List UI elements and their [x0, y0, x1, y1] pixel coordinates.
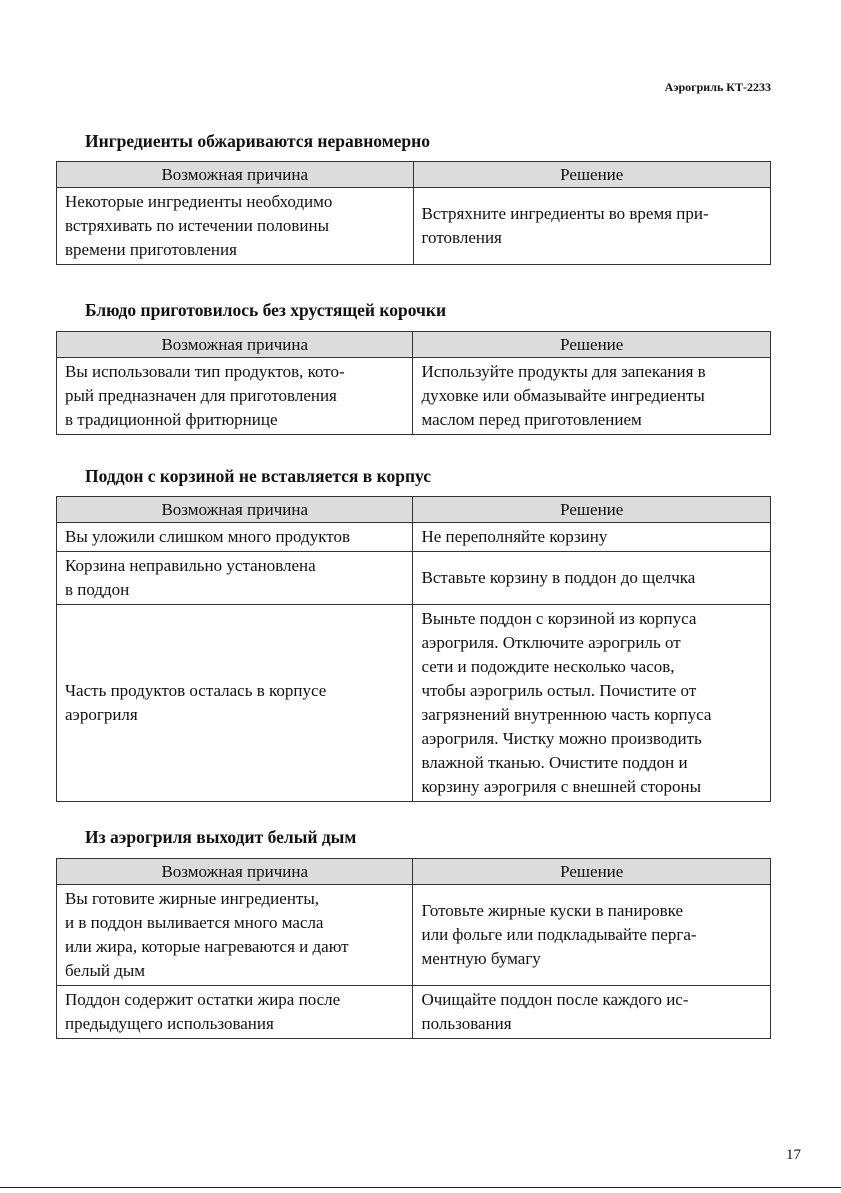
text-line: Часть продуктов осталась в корпусе	[65, 681, 327, 700]
column-header-cause: Возможная причина	[57, 332, 413, 358]
solution-cell	[413, 552, 771, 605]
solution-cell	[413, 885, 771, 986]
column-header-solution: Решение	[413, 859, 771, 885]
text-line: корзину аэрогриля с внешней стороны	[421, 777, 702, 796]
text-line: Корзина неправильно установлена	[65, 556, 316, 575]
solution-cell	[413, 523, 771, 552]
table-row	[57, 605, 771, 802]
text-line: времени приготовления	[65, 240, 237, 259]
table-header-row	[57, 497, 771, 523]
text-line: влажной тканью. Очистите поддон и	[421, 753, 688, 772]
column-header-cause: Возможная причина	[57, 162, 414, 188]
text-line: ментную бумагу	[421, 949, 541, 968]
text-line: встряхивать по истечении половины	[65, 216, 330, 235]
text-line: Встряхните ингредиенты во время при-	[421, 204, 709, 223]
troubleshooting-table-uneven-frying	[56, 161, 771, 265]
cause-cell	[57, 523, 413, 552]
text-line: белый дым	[65, 961, 146, 980]
text-line: сети и подождите несколько часов,	[421, 657, 675, 676]
text-line: Используйте продукты для запекания в	[421, 362, 706, 381]
page-number: 17	[786, 1147, 801, 1163]
text-line: предыдущего использования	[65, 1014, 274, 1033]
text-line: Поддон содержит остатки жира после	[65, 990, 341, 1009]
column-header-solution: Решение	[413, 162, 771, 188]
text-line: загрязнений внутреннюю часть корпуса	[421, 705, 712, 724]
running-header: Аэрогриль КТ-2233	[664, 80, 771, 94]
text-line: аэрогриля. Чистку можно производить	[421, 729, 702, 748]
text-line: в традиционной фритюрнице	[65, 410, 278, 429]
table-header-row	[57, 162, 771, 188]
section-title-uneven-frying: Ингредиенты обжариваются неравномерно	[85, 131, 430, 151]
text-line: Некоторые ингредиенты необходимо	[65, 192, 333, 211]
text-line: Выньте поддон с корзиной из корпуса	[421, 609, 697, 628]
text-line: Очищайте поддон после каждого ис-	[421, 990, 689, 1009]
troubleshooting-table-no-crust	[56, 331, 771, 435]
section-title-white-smoke: Из аэрогриля выходит белый дым	[85, 827, 357, 847]
solution-cell	[413, 188, 771, 265]
text-line: или фольге или подкладывайте перга-	[421, 925, 697, 944]
table-row	[57, 986, 771, 1039]
bottom-divider	[0, 1187, 841, 1188]
text-line: аэрогриля	[65, 705, 138, 724]
cause-cell	[57, 986, 413, 1039]
column-header-solution: Решение	[413, 497, 771, 523]
text-line: маслом перед приготовлением	[421, 410, 642, 429]
column-header-solution: Решение	[413, 332, 771, 358]
section-title-tray-not-inserting: Поддон с корзиной не вставляется в корпус	[85, 466, 432, 486]
text-line: Вы использовали тип продуктов, кото-	[65, 362, 345, 381]
solution-cell	[413, 986, 771, 1039]
column-header-cause: Возможная причина	[57, 859, 413, 885]
text-line: Не переполняйте корзину	[421, 527, 608, 546]
text-line: Вы готовите жирные ингредиенты,	[65, 889, 320, 908]
troubleshooting-table-tray-not-inserting	[56, 496, 771, 802]
text-line: Готовьте жирные куски в панировке	[421, 901, 684, 920]
text-line: пользования	[421, 1014, 512, 1033]
text-line: или жира, которые нагреваются и дают	[65, 937, 349, 956]
column-header-cause: Возможная причина	[57, 497, 413, 523]
cause-cell	[57, 605, 413, 802]
text-line: духовке или обмазывайте ингредиенты	[421, 386, 705, 405]
table-row	[57, 523, 771, 552]
text-line: в поддон	[65, 580, 130, 599]
text-line: чтобы аэрогриль остыл. Почистите от	[421, 681, 697, 700]
cause-cell	[57, 885, 413, 986]
text-line: аэрогриля. Отключите аэрогриль от	[421, 633, 681, 652]
cause-cell	[57, 188, 414, 265]
table-header-row	[57, 859, 771, 885]
text-line: Вы уложили слишком много продуктов	[65, 527, 350, 546]
text-line: рый предназначен для приготовления	[65, 386, 337, 405]
table-header-row	[57, 332, 771, 358]
cause-cell	[57, 552, 413, 605]
table-row	[57, 885, 771, 986]
text-line: Вставьте корзину в поддон до щелчка	[421, 568, 696, 587]
cause-cell	[57, 358, 413, 435]
table-row	[57, 358, 771, 435]
solution-cell	[413, 605, 771, 802]
troubleshooting-table-white-smoke	[56, 858, 771, 1039]
table-row	[57, 552, 771, 605]
text-line: готовления	[421, 228, 502, 247]
section-title-no-crust: Блюдо приготовилось без хрустящей корочки	[85, 300, 447, 320]
table-row	[57, 188, 771, 265]
solution-cell	[413, 358, 771, 435]
text-line: и в поддон выливается много масла	[65, 913, 324, 932]
